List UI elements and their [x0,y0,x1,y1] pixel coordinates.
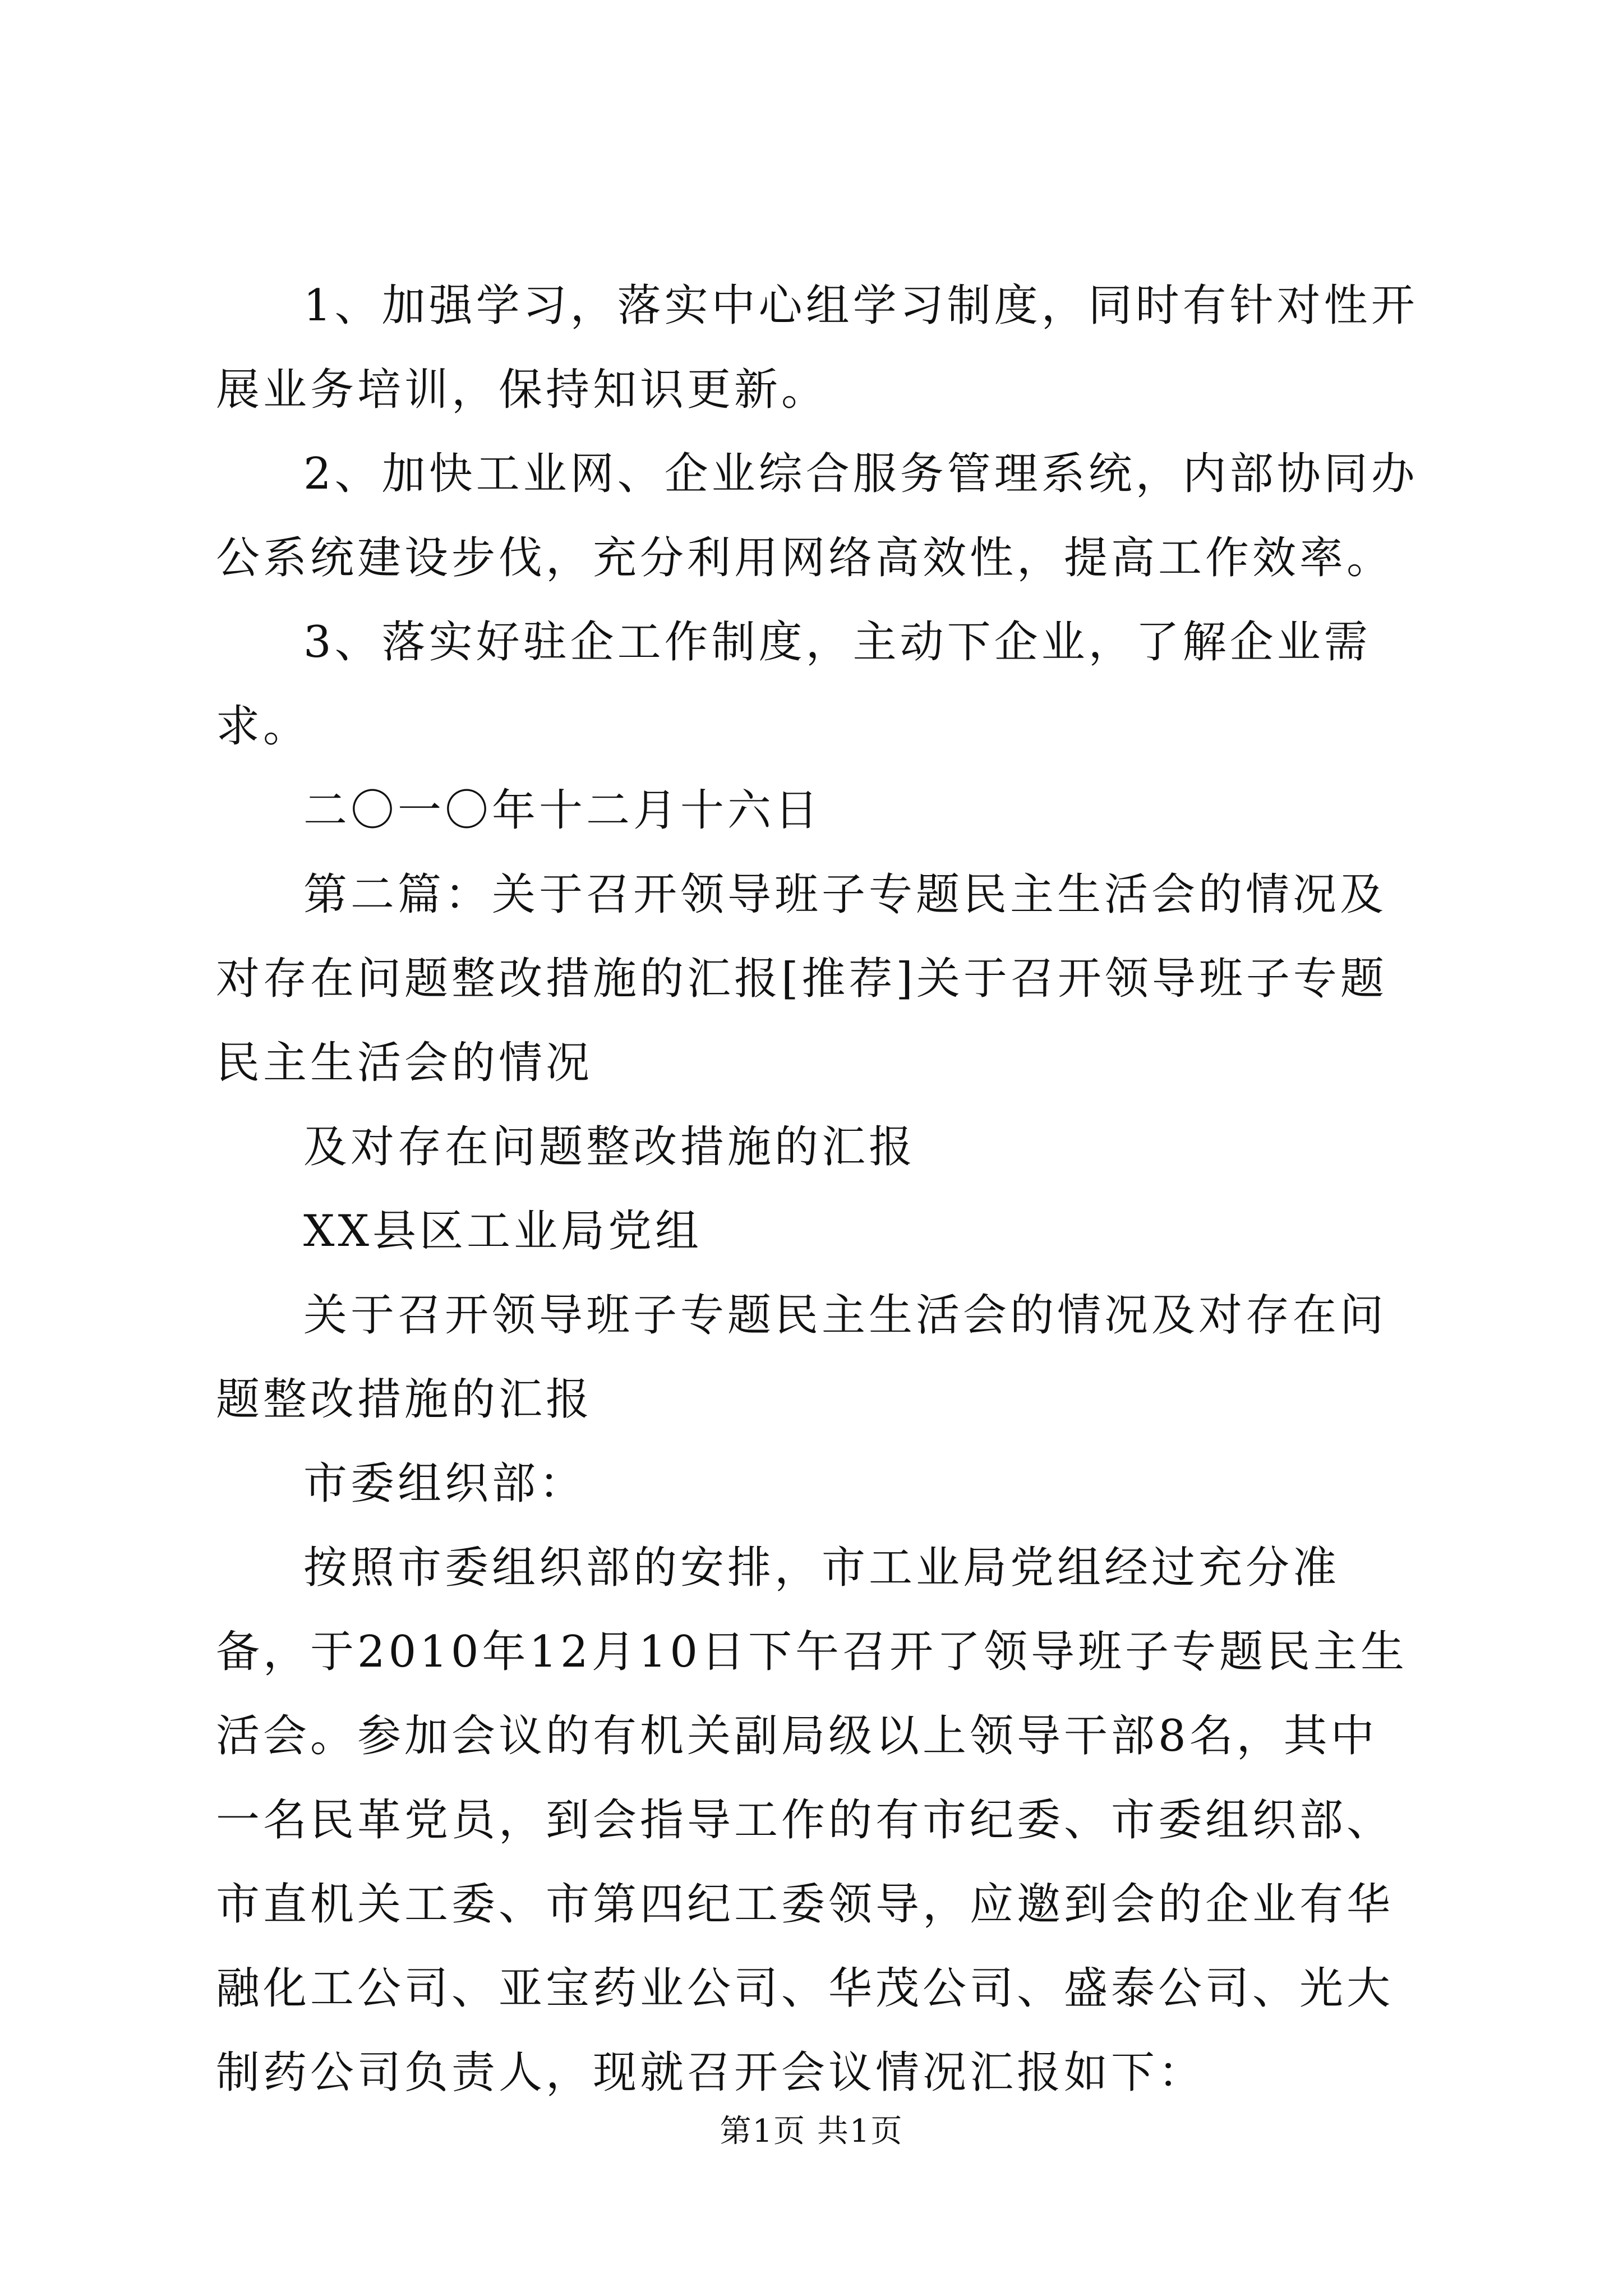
organization-line: XX县区工业局党组 [303,1206,703,1257]
paragraph-item-2: 2、加快工业网、企业综合服务管理系统，内部协同办公系统建设步伐，充分利用网络高效性，提高工作效率。 [216,449,1418,583]
section-heading-continued: 及对存在问题整改措施的汇报 [303,1122,916,1172]
section-heading: 第二篇：关于召开领导班子专题民主生活会的情况及对存在问题整改措施的汇报[推荐]关于召开领导班子专题民主生活会的情况 [216,869,1387,1088]
page-footer: 第1页 共1页 [720,2113,903,2150]
report-title: 关于召开领导班子专题民主生活会的情况及对存在问题整改措施的汇报 [216,1290,1387,1425]
paragraph-item-3: 3、落实好驻企工作制度，主动下企业，了解企业需求。 [216,617,1371,752]
date-line: 二〇一〇年十二月十六日 [303,785,822,836]
document-body [216,264,1422,2115]
paragraph-item-1: 1、加强学习，落实中心组学习制度，同时有针对性开展业务培训，保持知识更新。 [216,280,1418,415]
body-paragraph: 按照市委组织部的安排，市工业局党组经过充分准备，于2010年12月10日下午召开了领导班子专题民主生活会。参加会议的有机关副局级以上领导干部8名，其中一名民革党员，到会指导工作的有市纪委、市委组织部、市直机关工委、市第四纪工委领导，应邀到会的企业有华融化工公司、亚宝药业公司、华茂公司、盛泰公司、光大制药公司负责人，现就召开会议情况汇报如下： [216,1543,1408,2098]
addressee: 市委组织部： [303,1458,587,1509]
